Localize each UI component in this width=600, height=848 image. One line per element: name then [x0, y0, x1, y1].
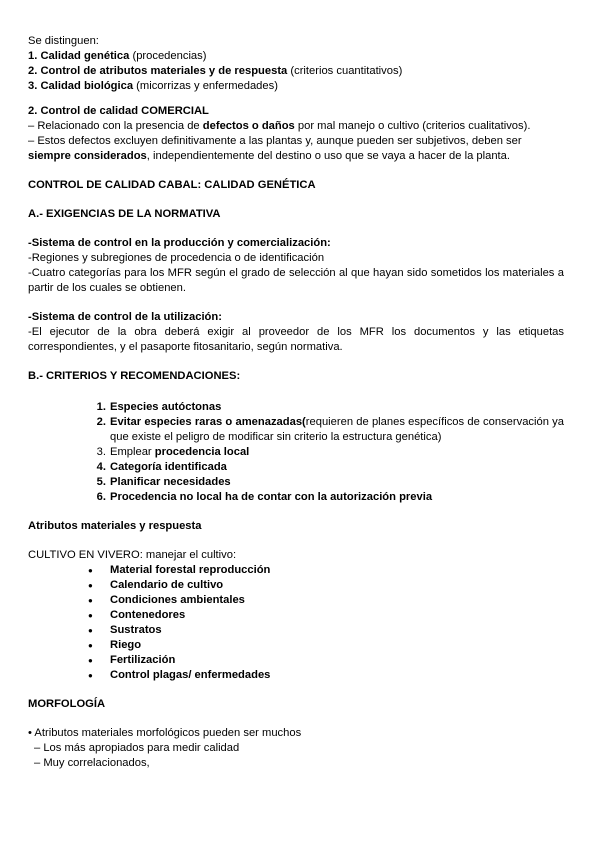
- morfologia-line-2: – Los más apropiados para medir calidad: [34, 742, 240, 754]
- criterios-title: B.- CRITERIOS Y RECOMENDACIONES:: [28, 370, 241, 382]
- normativa-sub2-line: -El ejecutor de la obra deberá exigir al proveedor de los MFR los documentos y las etiquetas correspondientes, y el pasaporte fitosanitario, según normativa.: [28, 326, 564, 353]
- commercial-line-1-a: – Relacionado con la presencia de: [28, 120, 203, 132]
- morfologia-line-1: • Atributos materiales morfológicos pueden ser muchos: [28, 727, 302, 739]
- criterios-item-5: [96, 475, 564, 490]
- criterios-item-3-num: 3.: [96, 446, 106, 458]
- list-item: ● Control plagas/ enfermedades: [110, 668, 564, 683]
- criterios-item-1: [96, 400, 564, 415]
- criterios-item-3-bold: procedencia local: [154, 446, 250, 458]
- commercial-line-2: [28, 134, 564, 164]
- list-item: ● Riego: [110, 638, 564, 653]
- intro-item-3-num: 3.: [28, 80, 38, 92]
- intro-item-1-num: 1.: [28, 50, 38, 62]
- morfologia-title: MORFOLOGÍA: [28, 698, 106, 710]
- normativa-title: A.- EXIGENCIAS DE LA NORMATIVA: [28, 208, 221, 220]
- commercial-line-1-c: por mal manejo o cultivo (criterios cualitativos).: [294, 120, 531, 132]
- normativa-sub1-title: -Sistema de control en la producción y comercialización:: [28, 237, 331, 249]
- atributos-list: [28, 563, 564, 683]
- criterios-item-3-plain: Emplear: [110, 446, 155, 458]
- atributos-lead: CULTIVO EN VIVERO: manejar el cultivo:: [28, 549, 237, 561]
- criterios-item-1-bold: Especies autóctonas: [110, 401, 222, 413]
- list-item: ● Calendario de cultivo: [110, 578, 564, 593]
- commercial-title: [28, 104, 564, 119]
- list-item: ● Condiciones ambientales: [110, 593, 564, 608]
- criterios-item-4-bold: Categoría identificada: [110, 461, 227, 473]
- criterios-item-2-rest: requieren de planes específicos de conservación ya que existe el peligro de modificar sin criterio la estructura genética): [110, 416, 564, 443]
- intro-item-1-bold: Calidad genética: [40, 50, 130, 62]
- criterios-list: [28, 400, 564, 505]
- morfologia-line-3: – Muy correlacionados,: [34, 757, 150, 769]
- commercial-line-2-c: , independientemente del destino o uso que se vaya a hacer de la planta.: [146, 150, 510, 162]
- intro-item-2-rest: (criterios cuantitativos): [287, 65, 403, 77]
- commercial-title-b: COMERCIAL: [141, 105, 209, 117]
- list-item: ● Material forestal reproducción: [110, 563, 564, 578]
- atributos-title: Atributos materiales y respuesta: [28, 520, 202, 532]
- criterios-item-5-num: 5.: [96, 476, 106, 488]
- section-title: CONTROL DE CALIDAD CABAL: CALIDAD GENÉTICA: [28, 179, 316, 191]
- list-item: ● Sustratos: [110, 623, 564, 638]
- normativa-sub1-line-2: -Cuatro categorías para los MFR según el grado de selección al que hayan sido sometidos los materiales a partir de los cuales se obtienen.: [28, 267, 564, 294]
- criterios-item-4: [96, 460, 564, 475]
- normativa-sub2-title: -Sistema de control de la utilización:: [28, 311, 222, 323]
- intro-item-2: [28, 64, 564, 79]
- intro-lead: Se distinguen:: [28, 35, 99, 47]
- intro-item-1: [28, 49, 564, 64]
- criterios-item-6: [96, 490, 564, 505]
- criterios-item-2: [96, 415, 564, 445]
- intro-item-1-rest: (procedencias): [129, 50, 207, 62]
- document-page: [28, 34, 564, 771]
- intro-item-2-num: 2.: [28, 65, 38, 77]
- intro-item-2-bold: Control de atributos materiales y de respuesta: [40, 65, 288, 77]
- criterios-item-5-bold: Planificar necesidades: [110, 476, 231, 488]
- criterios-item-1-num: 1.: [96, 401, 106, 413]
- criterios-item-3: [96, 445, 564, 460]
- criterios-item-4-num: 4.: [96, 461, 106, 473]
- commercial-title-a: 2. Control de calidad: [28, 105, 142, 117]
- criterios-item-2-bold: Evitar especies raras o amenazadas(: [110, 416, 306, 428]
- intro-item-3: [28, 79, 564, 94]
- commercial-line-2-a: – Estos defectos excluyen definitivamente a las plantas y, aunque pueden ser subjetivos, deben ser: [28, 135, 522, 147]
- criterios-item-6-bold: Procedencia no local ha de contar con la autorización previa: [110, 491, 433, 503]
- commercial-line-1-b: defectos o daños: [202, 120, 295, 132]
- list-item: ● Contenedores: [110, 608, 564, 623]
- normativa-sub1-line-1: -Regiones y subregiones de procedencia o de identificación: [28, 252, 325, 264]
- criterios-item-6-num: 6.: [96, 491, 106, 503]
- criterios-item-2-num: 2.: [96, 416, 106, 428]
- commercial-line-2-b: siempre considerados: [28, 150, 147, 162]
- commercial-line-1: [28, 119, 564, 134]
- intro-item-3-bold: Calidad biológica: [40, 80, 134, 92]
- list-item: ● Fertilización: [110, 653, 564, 668]
- intro-item-3-rest: (micorrizas y enfermedades): [133, 80, 278, 92]
